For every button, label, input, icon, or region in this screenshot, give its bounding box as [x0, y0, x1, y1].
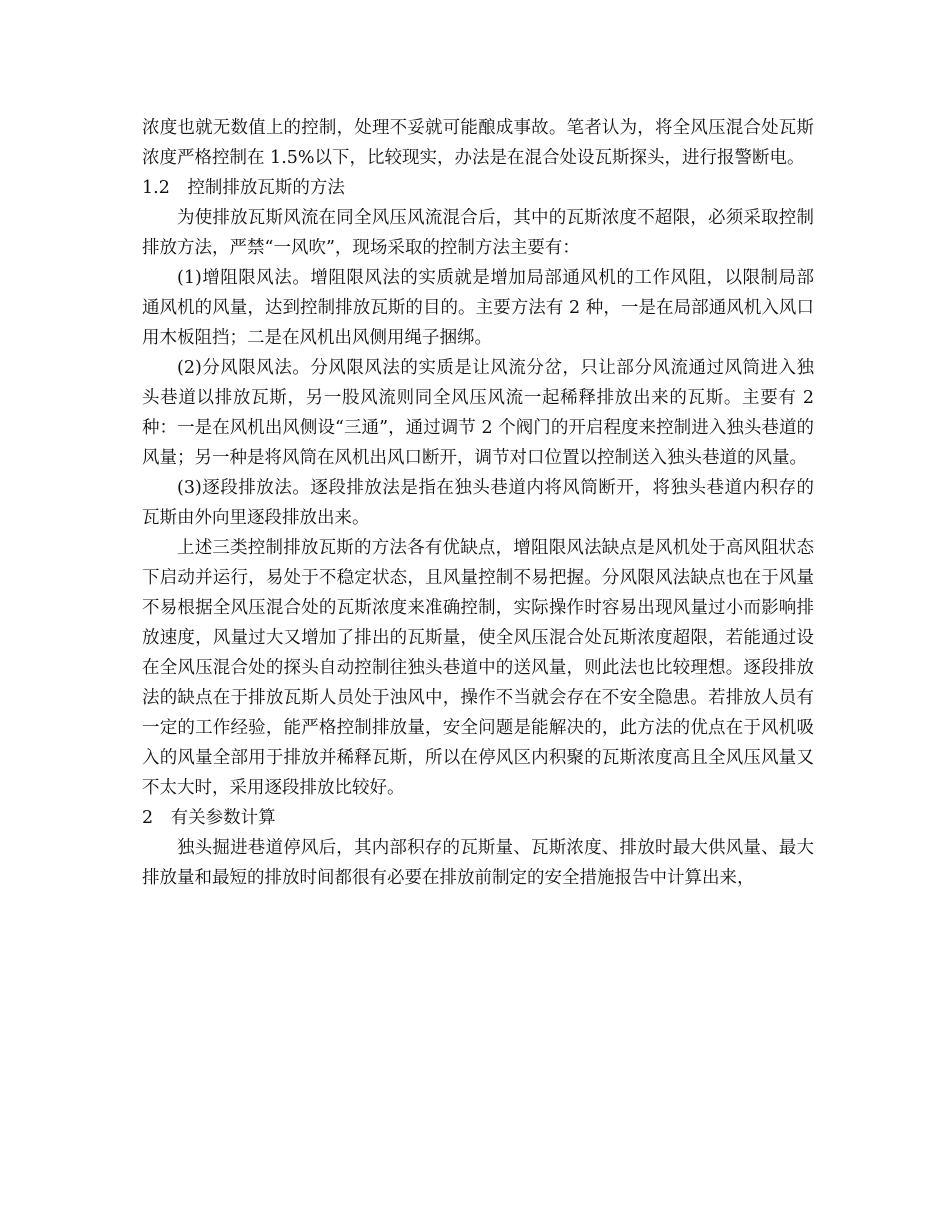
- paragraph-intro: 浓度也就无数值上的控制，处理不妥就可能酿成事故。笔者认为，将全风压混合处瓦斯浓度严格控制在 1.5%以下，比较现实，办法是在混合处设瓦斯探头，进行报警断电。: [142, 118, 814, 168]
- paragraph-comparison: 上述三类控制排放瓦斯的方法各有优缺点，增阻限风法缺点是风机处于高风阻状态下启动并运行，易处于不稳定状态，且风量控制不易把握。分风限风法缺点也在于风量不易根据全风压混合处的瓦斯浓度来准确控制，实际操作时容易出现风量过小而影响排放速度，风量过大又增加了排出的瓦斯量，使全风压混合处瓦斯浓度超限，若能通过设在全风压混合处的探头自动控制往独头巷道中的送风量，则此法也比较理想。逐段排放法的缺点在于排放瓦斯人员处于浊风中，操作不当就会存在不安全隐患。若排放人员有一定的工作经验，能严格控制排放量，安全问题是能解决的，此方法的优点在于风机吸入的风量全部用于排放并稀释瓦斯，所以在停风区内积聚的瓦斯浓度高且全风压风量又不太大时，采用逐段排放比较好。: [142, 538, 814, 798]
- section-heading-2: 2 有关参数计算: [142, 808, 276, 828]
- paragraph-parameters: 独头掘进巷道停风后，其内部积存的瓦斯量、瓦斯浓度、排放时最大供风量、最大排放量和最短的排放时间都很有必要在排放前制定的安全措施报告中计算出来，: [142, 838, 814, 888]
- paragraph-method-3: (3)逐段排放法。逐段排放法是指在独头巷道内将风筒断开，将独头巷道内积存的瓦斯由外向里逐段排放出来。: [142, 478, 814, 528]
- paragraph-control-methods: 为使排放瓦斯风流在同全风压风流混合后，其中的瓦斯浓度不超限，必须采取控制排放方法，严禁“一风吹”，现场采取的控制方法主要有：: [142, 208, 814, 258]
- document-page: [142, 113, 814, 893]
- section-heading-1-2: 1.2 控制排放瓦斯的方法: [142, 178, 345, 198]
- paragraph-method-1: (1)增阻限风法。增阻限风法的实质就是增加局部通风机的工作风阻，以限制局部通风机的风量，达到控制排放瓦斯的目的。主要方法有 2 种，一是在局部通风机入风口用木板阻挡；二是在风机出风侧用绳子捆绑。: [142, 268, 814, 348]
- paragraph-method-2: (2)分风限风法。分风限风法的实质是让风流分岔，只让部分风流通过风筒进入独头巷道以排放瓦斯，另一股风流则同全风压风流一起稀释排放出来的瓦斯。主要有 2 种：一是在风机出风侧设“三通”，通过调节 2 个阀门的开启程度来控制进入独头巷道的风量；另一种是将风筒在风机出风口断开，调节对口位置以控制送入独头巷道的风量。: [142, 358, 814, 468]
